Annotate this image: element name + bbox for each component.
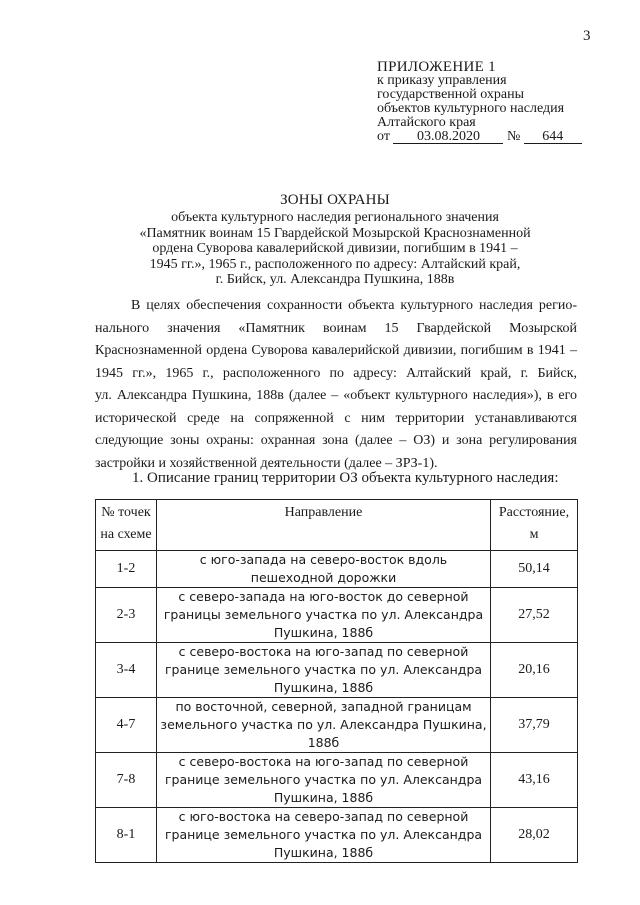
cell-distance: 27,52 bbox=[491, 588, 578, 643]
paragraph-line: ул. Александра Пушкина, 188в (далее – «объект культурного наследия»), в его bbox=[95, 388, 577, 403]
cell-distance: 50,14 bbox=[491, 551, 578, 588]
cell-direction: с северо-запада на юго-восток до северной границы земельного участка по ул. Александра Пушкина, 188б bbox=[157, 588, 491, 643]
appendix-line: государственной охраны bbox=[377, 87, 525, 102]
cell-points: 1-2 bbox=[96, 551, 157, 588]
subtitle-line: «Памятник воинам 15 Гвардейской Мозырской Краснознаменной bbox=[139, 225, 531, 241]
zones-title: ЗОНЫ ОХРАНЫ bbox=[280, 192, 390, 208]
boundary-table bbox=[95, 499, 578, 863]
paragraph-line: следующие зоны охраны: охранная зона (далее – ОЗ) и зона регулирования bbox=[95, 433, 577, 448]
appendix-block bbox=[377, 60, 627, 144]
order-date-line bbox=[377, 130, 627, 144]
appendix-line: объектов культурного наследия bbox=[377, 101, 565, 116]
cell-distance: 28,02 bbox=[491, 808, 578, 863]
appendix-line: Алтайского края bbox=[377, 115, 476, 130]
table-row bbox=[96, 551, 578, 588]
cell-distance: 20,16 bbox=[491, 643, 578, 698]
header-points-line1: № точек bbox=[101, 505, 151, 520]
header-distance-line1: Расстояние, bbox=[498, 505, 570, 520]
appendix-title: ПРИЛОЖЕНИЕ 1 bbox=[377, 59, 496, 75]
number-sign: № bbox=[506, 129, 521, 144]
page-number: 3 bbox=[583, 28, 591, 44]
order-number: 644 bbox=[524, 130, 582, 144]
cell-points: 4-7 bbox=[96, 698, 157, 753]
table-row bbox=[96, 588, 578, 643]
paragraph-line: Краснознаменной ордена Суворова кавалерийской дивизии, погибшим в 1941 – bbox=[95, 343, 577, 358]
cell-direction: с северо-востока на юго-запад по северной границе земельного участка по ул. Александра Пушкина, 188б bbox=[157, 753, 491, 808]
table-row bbox=[96, 753, 578, 808]
table-row bbox=[96, 643, 578, 698]
cell-direction: с северо-востока на юго-запад по северной границе земельного участка по ул. Александра Пушкина, 188б bbox=[157, 643, 491, 698]
cell-points: 2-3 bbox=[96, 588, 157, 643]
header-distance-line2: м bbox=[529, 527, 539, 542]
subtitle-line: ордена Суворова кавалерийской дивизии, погибшим в 1941 – bbox=[152, 241, 518, 257]
subtitle-line: объекта культурного наследия регионального значения bbox=[171, 210, 499, 225]
date-prefix: от bbox=[377, 129, 390, 144]
header-distance bbox=[491, 500, 578, 551]
table-row bbox=[96, 698, 578, 753]
cell-points: 8-1 bbox=[96, 808, 157, 863]
paragraph-line: 1945 гг.», 1965 г., расположенного по адресу: Алтайский край, г. Бийск, bbox=[95, 365, 577, 381]
subtitle-line: г. Бийск, ул. Александра Пушкина, 188в bbox=[215, 272, 455, 288]
cell-points: 3-4 bbox=[96, 643, 157, 698]
cell-direction: с юго-запада на северо-восток вдоль пешеходной дорожки bbox=[157, 551, 491, 588]
header-points-line2: на схеме bbox=[100, 527, 152, 542]
paragraph-line: застройки и хозяйственной деятельности (далее – ЗРЗ-1). bbox=[95, 455, 438, 471]
cell-points: 7-8 bbox=[96, 753, 157, 808]
table-row bbox=[96, 808, 578, 863]
cell-distance: 43,16 bbox=[491, 753, 578, 808]
table-header-row bbox=[96, 500, 578, 551]
cell-direction: по восточной, северной, западной границам земельного участка по ул. Александра Пушкина, 188б bbox=[157, 698, 491, 753]
order-date: 03.08.2020 bbox=[393, 130, 503, 144]
intro-paragraph bbox=[95, 295, 577, 475]
cell-direction: с юго-востока на северо-запад по северной границе земельного участка по ул. Александра Пушкина, 188б bbox=[157, 808, 491, 863]
zones-subtitle bbox=[95, 210, 575, 288]
header-direction: Направление bbox=[157, 500, 491, 551]
header-points bbox=[96, 500, 157, 551]
appendix-line: к приказу управления bbox=[377, 73, 507, 88]
paragraph-line: исторической среде на сопряженной с ним территории устанавливаются bbox=[95, 410, 577, 426]
subtitle-line: 1945 гг.», 1965 г., расположенного по адресу: Алтайский край, bbox=[149, 256, 521, 272]
section-title: 1. Описание границ территории ОЗ объекта культурного наследия: bbox=[132, 470, 559, 486]
paragraph-line: В целях обеспечения сохранности объекта культурного наследия регио- bbox=[131, 298, 577, 313]
cell-distance: 37,79 bbox=[491, 698, 578, 753]
paragraph-line: нального значения «Памятник воинам 15 Гвардейской Мозырской bbox=[95, 320, 577, 336]
